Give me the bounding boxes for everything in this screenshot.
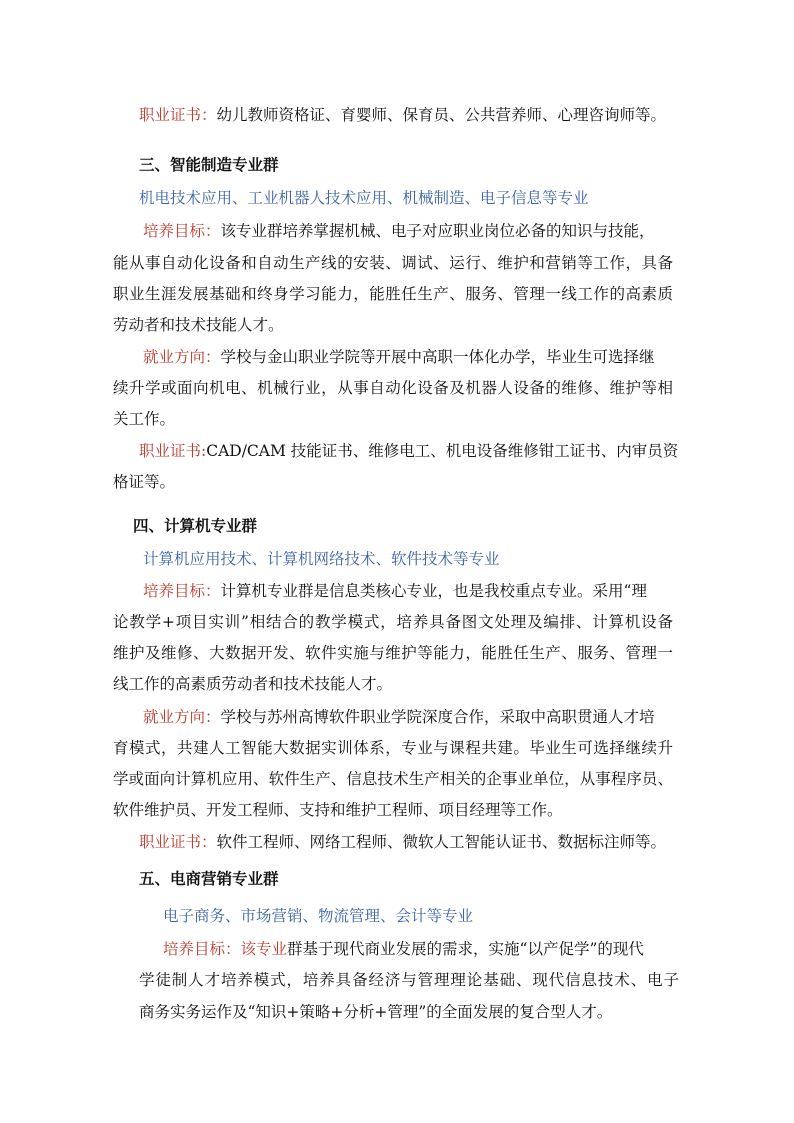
- s5-majors: 电子商务、市场营销、物流管理、会计等专业: [163, 907, 474, 925]
- s3-goal-line1: [143, 221, 655, 241]
- goal-text: 计算机专业群是信息类核心专业，也是我校重点专业。采用“理: [220, 582, 647, 600]
- s5-goal-line3: 商务实务运作及“知识+策略+分析+管理”的全面发展的复合型人才。: [139, 1003, 613, 1021]
- s4-majors: 计算机应用技术、计算机网络技术、软件技术等专业: [143, 550, 500, 568]
- s4-goal-line2: 论教学+项目实训”相结合的教学模式，培养具备图文处理及编排、计算机设备: [113, 613, 673, 631]
- s3-goal-line3: 职业生涯发展基础和终身学习能力，能胜任生产、服务、管理一线工作的高素质: [113, 285, 673, 303]
- s4-job-line1: [143, 707, 655, 727]
- s4-goal-line3: 维护及维修、大数据开发、软件实施与维护等能力，能胜任生产、服务、管理一: [113, 644, 673, 662]
- s3-majors: 机电技术应用、工业机器人技术应用、机械制造、电子信息等专业: [139, 189, 589, 207]
- s3-heading: 三、智能制造专业群: [139, 156, 279, 174]
- s3-job-line2: 续升学或面向机电、机械行业，从事自动化设备及机器人设备的维修、维护等相: [113, 379, 673, 397]
- s3-goal-line4: 劳动者和技术技能人才。: [113, 316, 284, 334]
- goal-label: 培养目标：: [143, 222, 221, 240]
- s4-job-line3: 学或面向计算机应用、软件生产、信息技术生产相关的企事业单位，从事程序员、: [113, 770, 673, 788]
- s3-cert-line1: [139, 441, 678, 461]
- job-label: 就业方向：: [143, 708, 221, 726]
- s5-goal-line1: [163, 939, 644, 959]
- job-text: 学校与苏州高博软件职业学院深度合作，采取中高职贯通人才培: [220, 708, 655, 726]
- s4-heading: 四、计算机专业群: [133, 517, 258, 535]
- cert-text: 幼儿教师资格证、育婴师、保育员、公共营养师、心理咨询师等。: [216, 106, 667, 124]
- s3-cert-line2: 格证等。: [113, 473, 176, 491]
- s3-job-line3: 关工作。: [113, 410, 176, 428]
- goal-text: 该专业群培养掌握机械、电子对应职业岗位必备的知识与技能，: [220, 222, 655, 240]
- cert-text: 软件工程师、网络工程师、微软人工智能认证书、数据标注师等。: [216, 833, 667, 851]
- s4-job-line4: 软件维护员、开发工程师、支持和维护工程师、项目经理等工作。: [113, 801, 563, 819]
- s2-cert-line: [139, 105, 666, 125]
- cert-text: CAD/CAM 技能证书、维修电工、机电设备维修钳工证书、内审员资: [206, 442, 679, 460]
- goal-label: 培养目标：该专业: [163, 940, 288, 958]
- cert-label: 职业证书：: [139, 833, 217, 851]
- cert-label: 职业证书：: [139, 106, 217, 124]
- job-text: 学校与金山职业学院等开展中高职一体化办学，毕业生可选择继: [220, 348, 655, 366]
- s4-job-line2: 育模式，共建人工智能大数据实训体系，专业与课程共建。毕业生可选择继续升: [113, 739, 673, 757]
- cert-label: 职业证书:: [139, 442, 207, 460]
- s5-heading: 五、电商营销专业群: [139, 870, 279, 888]
- s4-goal-line4: 线工作的高素质劳动者和技术技能人才。: [113, 675, 393, 693]
- goal-text: 群基于现代商业发展的需求，实施“以产促学”的现代: [287, 940, 644, 958]
- s5-goal-line2: 学徒制人才培养模式，培养具备经济与管理理论基础、现代信息技术、电子: [139, 971, 679, 989]
- s4-cert-line1: [139, 832, 666, 852]
- s3-job-line1: [143, 347, 655, 367]
- goal-label: 培养目标：: [143, 582, 221, 600]
- s4-goal-line1: [143, 581, 647, 601]
- job-label: 就业方向：: [143, 348, 221, 366]
- s3-goal-line2: 能从事自动化设备和自动生产线的安装、调试、运行、维护和营销等工作，具备: [113, 254, 673, 272]
